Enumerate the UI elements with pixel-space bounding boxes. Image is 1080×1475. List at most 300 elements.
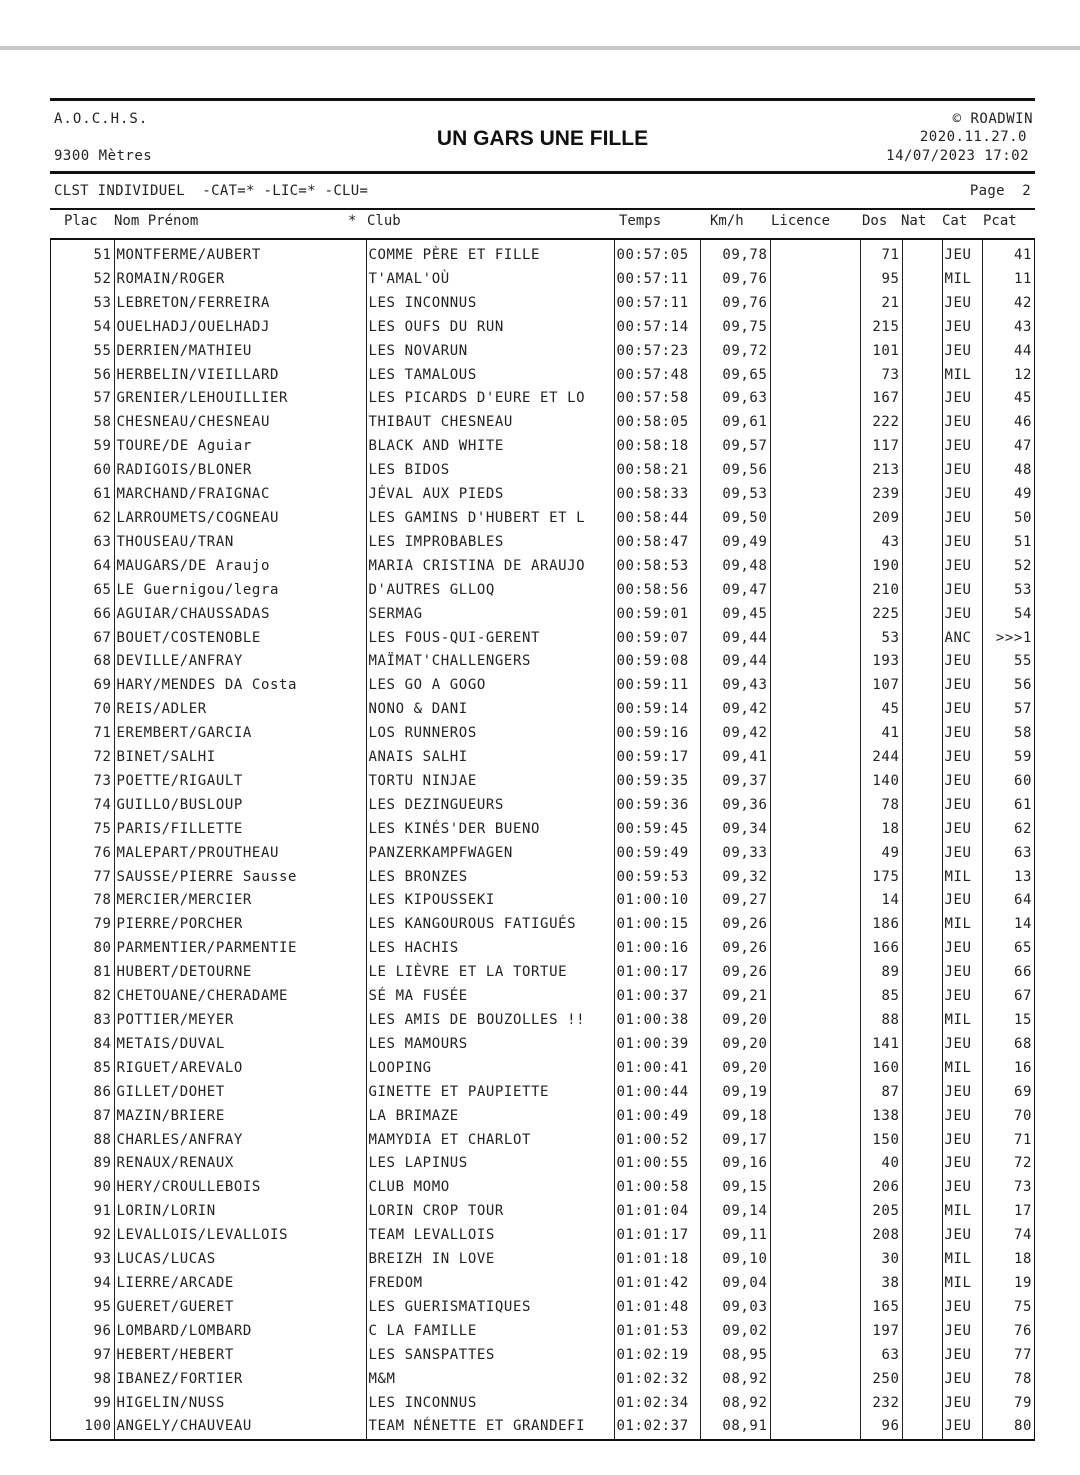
cell-temps: 01:01:18	[614, 1248, 700, 1272]
cell-nat	[902, 794, 942, 818]
cell-licence	[770, 1248, 860, 1272]
cell-pcat: 79	[982, 1392, 1034, 1416]
cell-plac: 72	[51, 746, 114, 770]
cell-nat	[902, 698, 942, 722]
cell-dos: 140	[860, 770, 902, 794]
cell-nom: MARCHAND/FRAIGNAC	[114, 483, 366, 507]
cell-cat: JEU	[942, 292, 982, 316]
cell-club: LES NOVARUN	[366, 340, 614, 364]
cell-nom: RENAUX/RENAUX	[114, 1152, 366, 1176]
cell-kmh: 09,75	[700, 316, 770, 340]
cell-pcat: 53	[982, 579, 1034, 603]
cell-nat	[902, 1152, 942, 1176]
col-nom: Nom Prénom	[114, 213, 199, 229]
cell-cat: JEU	[942, 411, 982, 435]
cell-club: LE LIÈVRE ET LA TORTUE	[366, 961, 614, 985]
table-row	[51, 240, 1034, 268]
cell-kmh: 08,92	[700, 1368, 770, 1392]
cell-kmh: 09,48	[700, 555, 770, 579]
cell-cat: JEU	[942, 842, 982, 866]
table-row	[51, 483, 1034, 507]
cell-nat	[902, 770, 942, 794]
cell-dos: 208	[860, 1224, 902, 1248]
cell-nom: ANGELY/CHAUVEAU	[114, 1415, 366, 1439]
cell-licence	[770, 507, 860, 531]
cell-licence	[770, 1200, 860, 1224]
cell-club: LES DEZINGUEURS	[366, 794, 614, 818]
cell-temps: 01:02:34	[614, 1392, 700, 1416]
cell-dos: 244	[860, 746, 902, 770]
table-row	[51, 579, 1034, 603]
cell-dos: 232	[860, 1392, 902, 1416]
cell-pcat: 60	[982, 770, 1034, 794]
cell-club: LES OUFS DU RUN	[366, 316, 614, 340]
cell-club: FREDOM	[366, 1272, 614, 1296]
cell-club: NONO & DANI	[366, 698, 614, 722]
cell-licence	[770, 411, 860, 435]
cell-licence	[770, 818, 860, 842]
cell-cat: JEU	[942, 1415, 982, 1439]
cell-temps: 01:00:38	[614, 1009, 700, 1033]
cell-pcat: 56	[982, 674, 1034, 698]
cell-nom: PIERRE/PORCHER	[114, 913, 366, 937]
cell-cat: JEU	[942, 1392, 982, 1416]
viewer-top-bar	[0, 0, 1080, 50]
cell-club: SÉ MA FUSÉE	[366, 985, 614, 1009]
cell-club: LES SANSPATTES	[366, 1344, 614, 1368]
cell-nom: ROMAIN/ROGER	[114, 268, 366, 292]
cell-plac: 86	[51, 1081, 114, 1105]
cell-pcat: 74	[982, 1224, 1034, 1248]
cell-nat	[902, 1057, 942, 1081]
table-row	[51, 1368, 1034, 1392]
cell-licence	[770, 1344, 860, 1368]
cell-pcat: 11	[982, 268, 1034, 292]
cell-kmh: 09,42	[700, 722, 770, 746]
cell-nat	[902, 1296, 942, 1320]
cell-cat: MIL	[942, 268, 982, 292]
cell-cat: JEU	[942, 650, 982, 674]
cell-club: SERMAG	[366, 603, 614, 627]
cell-nom: POTTIER/MEYER	[114, 1009, 366, 1033]
cell-licence	[770, 555, 860, 579]
cell-nom: LE Guernigou/legra	[114, 579, 366, 603]
cell-nom: LEVALLOIS/LEVALLOIS	[114, 1224, 366, 1248]
cell-temps: 00:59:14	[614, 698, 700, 722]
cell-nom: SAUSSE/PIERRE Sausse	[114, 866, 366, 890]
cell-temps: 00:59:53	[614, 866, 700, 890]
cell-dos: 160	[860, 1057, 902, 1081]
cell-cat: JEU	[942, 889, 982, 913]
cell-temps: 00:59:08	[614, 650, 700, 674]
cell-pcat: 59	[982, 746, 1034, 770]
table-row	[51, 1081, 1034, 1105]
cell-kmh: 09,21	[700, 985, 770, 1009]
cell-plac: 79	[51, 913, 114, 937]
distance: 9300 Mètres	[54, 148, 153, 164]
cell-kmh: 09,32	[700, 866, 770, 890]
cell-dos: 239	[860, 483, 902, 507]
cell-nom: HARY/MENDES DA Costa	[114, 674, 366, 698]
table-row	[51, 794, 1034, 818]
cell-licence	[770, 1057, 860, 1081]
cell-club: D'AUTRES GLLOQ	[366, 579, 614, 603]
cell-nom: PARMENTIER/PARMENTIE	[114, 937, 366, 961]
cell-cat: MIL	[942, 1200, 982, 1224]
cell-nom: IBANEZ/FORTIER	[114, 1368, 366, 1392]
cell-nom: CHARLES/ANFRAY	[114, 1129, 366, 1153]
cell-licence	[770, 1296, 860, 1320]
cell-pcat: 16	[982, 1057, 1034, 1081]
cell-nom: POETTE/RIGAULT	[114, 770, 366, 794]
table-row	[51, 1200, 1034, 1224]
table-row	[51, 770, 1034, 794]
cell-dos: 150	[860, 1129, 902, 1153]
cell-nat	[902, 1129, 942, 1153]
cell-dos: 53	[860, 627, 902, 651]
cell-temps: 00:59:16	[614, 722, 700, 746]
table-row	[51, 1105, 1034, 1129]
cell-licence	[770, 240, 860, 268]
cell-temps: 01:00:16	[614, 937, 700, 961]
cell-club: LES HACHIS	[366, 937, 614, 961]
cell-cat: JEU	[942, 603, 982, 627]
table-row	[51, 1129, 1034, 1153]
cell-dos: 89	[860, 961, 902, 985]
table-row	[51, 746, 1034, 770]
cell-temps: 00:57:05	[614, 240, 700, 268]
cell-cat: JEU	[942, 818, 982, 842]
table-row	[51, 937, 1034, 961]
cell-club: COMME PÈRE ET FILLE	[366, 240, 614, 268]
cell-kmh: 09,27	[700, 889, 770, 913]
col-nat: Nat	[901, 213, 927, 229]
cell-plac: 63	[51, 531, 114, 555]
cell-licence	[770, 531, 860, 555]
cell-licence	[770, 889, 860, 913]
cell-dos: 167	[860, 387, 902, 411]
cell-nat	[902, 961, 942, 985]
cell-club: LES GO A GOGO	[366, 674, 614, 698]
cell-licence	[770, 674, 860, 698]
cell-nom: EREMBERT/GARCIA	[114, 722, 366, 746]
cell-nat	[902, 866, 942, 890]
cell-nom: AGUIAR/CHAUSSADAS	[114, 603, 366, 627]
cell-pcat: 55	[982, 650, 1034, 674]
cell-dos: 49	[860, 842, 902, 866]
cell-dos: 87	[860, 1081, 902, 1105]
cell-dos: 117	[860, 435, 902, 459]
results-table-frame	[50, 238, 1035, 1441]
col-temps: Temps	[619, 213, 662, 229]
cell-temps: 00:59:35	[614, 770, 700, 794]
cell-dos: 63	[860, 1344, 902, 1368]
cell-nat	[902, 913, 942, 937]
cell-club: THIBAUT CHESNEAU	[366, 411, 614, 435]
cell-temps: 01:00:37	[614, 985, 700, 1009]
cell-pcat: 43	[982, 316, 1034, 340]
table-row	[51, 722, 1034, 746]
cell-dos: 88	[860, 1009, 902, 1033]
cell-club: LES GUERISMATIQUES	[366, 1296, 614, 1320]
cell-temps: 00:59:45	[614, 818, 700, 842]
cell-nat	[902, 507, 942, 531]
organizer: A.O.C.H.S.	[54, 111, 149, 127]
cell-temps: 01:02:32	[614, 1368, 700, 1392]
cell-plac: 88	[51, 1129, 114, 1153]
cell-licence	[770, 316, 860, 340]
cell-nat	[902, 435, 942, 459]
table-row	[51, 387, 1034, 411]
cell-plac: 54	[51, 316, 114, 340]
cell-pcat: 17	[982, 1200, 1034, 1224]
cell-kmh: 08,92	[700, 1392, 770, 1416]
cell-dos: 21	[860, 292, 902, 316]
cell-kmh: 09,47	[700, 579, 770, 603]
cell-club: LES IMPROBABLES	[366, 531, 614, 555]
cell-nat	[902, 240, 942, 268]
cell-kmh: 09,20	[700, 1057, 770, 1081]
cell-cat: JEU	[942, 937, 982, 961]
cell-dos: 190	[860, 555, 902, 579]
cell-kmh: 09,56	[700, 459, 770, 483]
table-row	[51, 818, 1034, 842]
cell-nom: DERRIEN/MATHIEU	[114, 340, 366, 364]
cell-plac: 96	[51, 1320, 114, 1344]
cell-licence	[770, 1152, 860, 1176]
cell-cat: JEU	[942, 387, 982, 411]
cell-plac: 76	[51, 842, 114, 866]
cell-club: LES INCONNUS	[366, 292, 614, 316]
cell-club: M&M	[366, 1368, 614, 1392]
cell-cat: MIL	[942, 1248, 982, 1272]
col-pcat: Pcat	[983, 213, 1017, 229]
cell-club: ANAIS SALHI	[366, 746, 614, 770]
cell-pcat: 14	[982, 913, 1034, 937]
cell-cat: MIL	[942, 1009, 982, 1033]
cell-nat	[902, 316, 942, 340]
cell-club: LES PICARDS D'EURE ET LO	[366, 387, 614, 411]
cell-nat	[902, 985, 942, 1009]
cell-plac: 58	[51, 411, 114, 435]
cell-nat	[902, 1200, 942, 1224]
cell-cat: JEU	[942, 1320, 982, 1344]
cell-club: CLUB MOMO	[366, 1176, 614, 1200]
cell-dos: 222	[860, 411, 902, 435]
cell-kmh: 09,18	[700, 1105, 770, 1129]
cell-nom: TOURE/DE Aguiar	[114, 435, 366, 459]
cell-cat: JEU	[942, 1368, 982, 1392]
cell-nat	[902, 1320, 942, 1344]
cell-cat: JEU	[942, 794, 982, 818]
cell-dos: 213	[860, 459, 902, 483]
cell-nom: RADIGOIS/BLONER	[114, 459, 366, 483]
cell-club: LES AMIS DE BOUZOLLES !!	[366, 1009, 614, 1033]
cell-temps: 00:58:44	[614, 507, 700, 531]
cell-club: TORTU NINJAE	[366, 770, 614, 794]
cell-nat	[902, 387, 942, 411]
cell-nom: GILLET/DOHET	[114, 1081, 366, 1105]
cell-nom: RIGUET/AREVALO	[114, 1057, 366, 1081]
cell-temps: 00:58:47	[614, 531, 700, 555]
cell-cat: JEU	[942, 316, 982, 340]
cell-temps: 01:00:17	[614, 961, 700, 985]
cell-cat: JEU	[942, 579, 982, 603]
classification-line	[50, 174, 1035, 208]
table-row	[51, 316, 1034, 340]
table-row	[51, 1248, 1034, 1272]
cell-pcat: 13	[982, 866, 1034, 890]
cell-temps: 00:59:49	[614, 842, 700, 866]
cell-licence	[770, 1009, 860, 1033]
race-title: UN GARS UNE FILLE	[436, 127, 649, 150]
cell-temps: 01:00:39	[614, 1033, 700, 1057]
cell-nom: REIS/ADLER	[114, 698, 366, 722]
cell-plac: 90	[51, 1176, 114, 1200]
cell-temps: 01:01:48	[614, 1296, 700, 1320]
cell-club: C LA FAMILLE	[366, 1320, 614, 1344]
cell-club: LES BIDOS	[366, 459, 614, 483]
cell-plac: 75	[51, 818, 114, 842]
table-row	[51, 435, 1034, 459]
cell-nat	[902, 889, 942, 913]
cell-cat: JEU	[942, 555, 982, 579]
cell-nom: MAZIN/BRIERE	[114, 1105, 366, 1129]
cell-nat	[902, 650, 942, 674]
column-headers	[50, 210, 1035, 236]
cell-licence	[770, 387, 860, 411]
cell-nom: LUCAS/LUCAS	[114, 1248, 366, 1272]
table-row	[51, 842, 1034, 866]
cell-licence	[770, 1272, 860, 1296]
table-row	[51, 1296, 1034, 1320]
cell-nom: GUERET/GUERET	[114, 1296, 366, 1320]
cell-nat	[902, 1224, 942, 1248]
cell-nom: LORIN/LORIN	[114, 1200, 366, 1224]
cell-plac: 99	[51, 1392, 114, 1416]
cell-kmh: 09,76	[700, 292, 770, 316]
cell-dos: 85	[860, 985, 902, 1009]
cell-cat: JEU	[942, 961, 982, 985]
cell-nat	[902, 674, 942, 698]
cell-pcat: 75	[982, 1296, 1034, 1320]
cell-club: LES TAMALOUS	[366, 364, 614, 388]
table-row	[51, 1009, 1034, 1033]
cell-licence	[770, 1320, 860, 1344]
cell-club: TEAM LEVALLOIS	[366, 1224, 614, 1248]
cell-pcat: 63	[982, 842, 1034, 866]
cell-licence	[770, 340, 860, 364]
cell-cat: JEU	[942, 1033, 982, 1057]
table-row	[51, 459, 1034, 483]
cell-nom: LARROUMETS/COGNEAU	[114, 507, 366, 531]
cell-plac: 97	[51, 1344, 114, 1368]
cell-pcat: 61	[982, 794, 1034, 818]
cell-cat: JEU	[942, 698, 982, 722]
cell-temps: 01:00:55	[614, 1152, 700, 1176]
cell-kmh: 09,26	[700, 913, 770, 937]
cell-nat	[902, 483, 942, 507]
cell-pcat: 69	[982, 1081, 1034, 1105]
cell-cat: JEU	[942, 1224, 982, 1248]
cell-kmh: 09,10	[700, 1248, 770, 1272]
cell-cat: MIL	[942, 1057, 982, 1081]
cell-plac: 82	[51, 985, 114, 1009]
cell-dos: 215	[860, 316, 902, 340]
cell-pcat: 19	[982, 1272, 1034, 1296]
cell-temps: 01:00:52	[614, 1129, 700, 1153]
cell-cat: JEU	[942, 1129, 982, 1153]
cell-pcat: 42	[982, 292, 1034, 316]
cell-licence	[770, 842, 860, 866]
cell-nom: GUILLO/BUSLOUP	[114, 794, 366, 818]
cell-nom: LOMBARD/LOMBARD	[114, 1320, 366, 1344]
cell-kmh: 09,76	[700, 268, 770, 292]
cell-club: PANZERKAMPFWAGEN	[366, 842, 614, 866]
table-row	[51, 1176, 1034, 1200]
cell-plac: 57	[51, 387, 114, 411]
cell-nom: LIERRE/ARCADE	[114, 1272, 366, 1296]
cell-nat	[902, 1176, 942, 1200]
cell-nom: METAIS/DUVAL	[114, 1033, 366, 1057]
cell-kmh: 09,44	[700, 627, 770, 651]
cell-cat: JEU	[942, 1081, 982, 1105]
cell-dos: 71	[860, 240, 902, 268]
cell-kmh: 09,26	[700, 937, 770, 961]
table-row	[51, 603, 1034, 627]
cell-kmh: 09,42	[700, 698, 770, 722]
cell-nat	[902, 1081, 942, 1105]
cell-temps: 00:59:36	[614, 794, 700, 818]
col-kmh: Km/h	[710, 213, 744, 229]
cell-kmh: 09,63	[700, 387, 770, 411]
cell-club: LES GAMINS D'HUBERT ET L	[366, 507, 614, 531]
table-row	[51, 627, 1034, 651]
classification-filter: CLST INDIVIDUEL -CAT=* -LIC=* -CLU=	[54, 183, 369, 199]
cell-club: LES KINÉS'DER BUENO	[366, 818, 614, 842]
cell-pcat: 58	[982, 722, 1034, 746]
cell-kmh: 09,72	[700, 340, 770, 364]
cell-club: BREIZH IN LOVE	[366, 1248, 614, 1272]
cell-licence	[770, 1415, 860, 1439]
cell-nat	[902, 555, 942, 579]
cell-club: LA BRIMAZE	[366, 1105, 614, 1129]
cell-licence	[770, 459, 860, 483]
cell-temps: 01:00:41	[614, 1057, 700, 1081]
cell-kmh: 09,44	[700, 650, 770, 674]
cell-dos: 138	[860, 1105, 902, 1129]
cell-dos: 165	[860, 1296, 902, 1320]
table-row	[51, 531, 1034, 555]
cell-kmh: 09,20	[700, 1009, 770, 1033]
table-row	[51, 1392, 1034, 1416]
cell-dos: 209	[860, 507, 902, 531]
cell-dos: 166	[860, 937, 902, 961]
cell-kmh: 08,95	[700, 1344, 770, 1368]
cell-plac: 93	[51, 1248, 114, 1272]
cell-dos: 38	[860, 1272, 902, 1296]
results-table	[51, 240, 1034, 1439]
page-number: Page 2	[969, 183, 1031, 199]
cell-kmh: 09,50	[700, 507, 770, 531]
cell-nat	[902, 627, 942, 651]
cell-pcat: 48	[982, 459, 1034, 483]
cell-cat: JEU	[942, 746, 982, 770]
cell-temps: 00:57:11	[614, 292, 700, 316]
cell-pcat: 66	[982, 961, 1034, 985]
cell-kmh: 08,91	[700, 1415, 770, 1439]
cell-nom: MONTFERME/AUBERT	[114, 240, 366, 268]
